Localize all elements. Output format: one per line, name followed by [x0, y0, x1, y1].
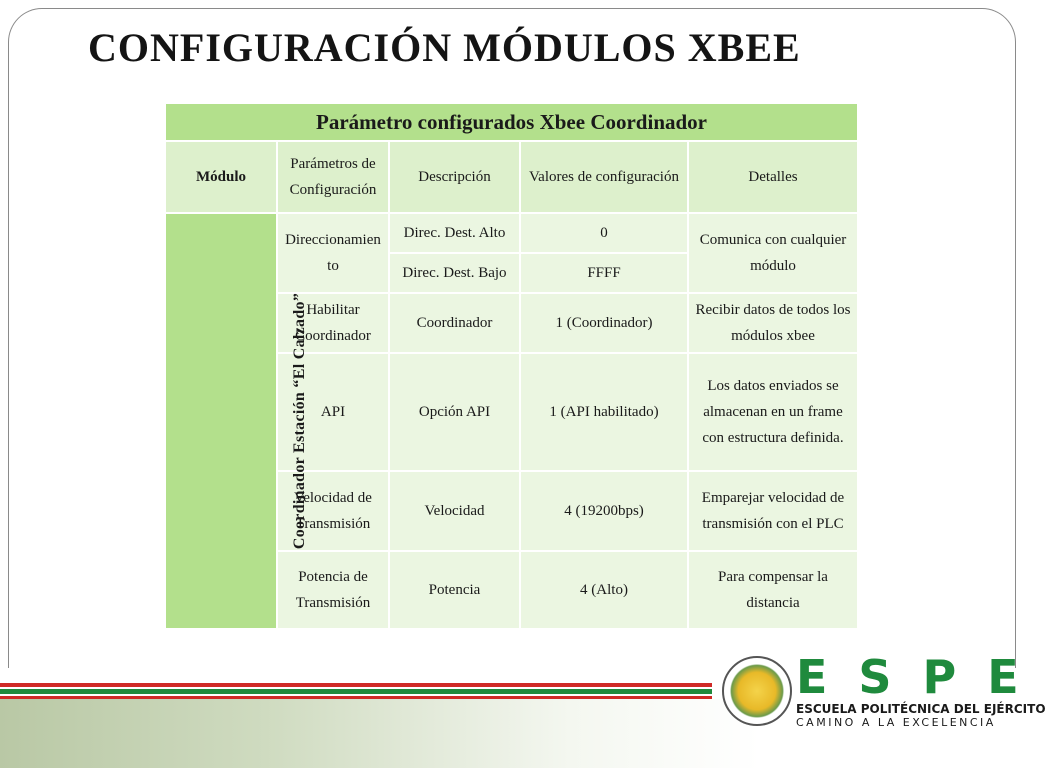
value-coordinador: 1 (Coordinador) [521, 294, 687, 352]
module-cell [166, 214, 309, 628]
param-habilitar-coordinador: Habilitar Coordinador [278, 294, 388, 352]
desc-dest-bajo: Direc. Dest. Bajo [390, 254, 519, 292]
footer-stripes [0, 683, 712, 699]
espe-logo [712, 650, 1050, 740]
slide-title: CONFIGURACIÓN MÓDULOS XBEE [88, 25, 801, 70]
header-modulo: Módulo [166, 142, 276, 212]
espe-seal-icon [722, 656, 792, 726]
school-name: ESCUELA POLITÉCNICA DEL EJÉRCITO [796, 702, 1046, 716]
desc-velocidad: Velocidad [390, 472, 519, 550]
value-velocidad: 4 (19200bps) [521, 472, 687, 550]
param-direccionamiento: Direccionamiento [278, 214, 388, 292]
value-dest-bajo: FFFF [521, 254, 687, 292]
desc-api: Opción API [390, 354, 519, 470]
parameters-table [164, 102, 859, 630]
school-motto: CAMINO A LA EXCELENCIA [796, 716, 996, 729]
table-caption: Parámetro configurados Xbee Coordinador [166, 104, 857, 140]
desc-dest-alto: Direc. Dest. Alto [390, 214, 519, 252]
footer-gradient [0, 699, 760, 768]
espe-letters: ESPE [796, 650, 1050, 704]
desc-potencia: Potencia [390, 552, 519, 628]
header-parametros: Parámetros de Configuración [278, 142, 388, 212]
header-valores: Valores de configuración [521, 142, 687, 212]
param-api: API [278, 354, 388, 470]
detail-api: Los datos enviados se almacenan en un frame con estructura definida. [689, 354, 857, 470]
green-stripe [0, 689, 712, 694]
value-dest-alto: 0 [521, 214, 687, 252]
desc-coordinador: Coordinador [390, 294, 519, 352]
param-potencia: Potencia de Transmisión [278, 552, 388, 628]
param-velocidad: Velocidad de Transmisión [278, 472, 388, 550]
detail-velocidad: Emparejar velocidad de transmisión con el PLC [689, 472, 857, 550]
red-stripe [0, 683, 712, 687]
header-descripcion: Descripción [390, 142, 519, 212]
header-detalles: Detalles [689, 142, 857, 212]
detail-coordinador: Recibir datos de todos los módulos xbee [689, 294, 857, 352]
module-name: Coordinador Estación “El Calzado” [291, 292, 309, 550]
value-potencia: 4 (Alto) [521, 552, 687, 628]
detail-potencia: Para compensar la distancia [689, 552, 857, 628]
detail-direccionamiento: Comunica con cualquier módulo [689, 214, 857, 292]
value-api: 1 (API habilitado) [521, 354, 687, 470]
